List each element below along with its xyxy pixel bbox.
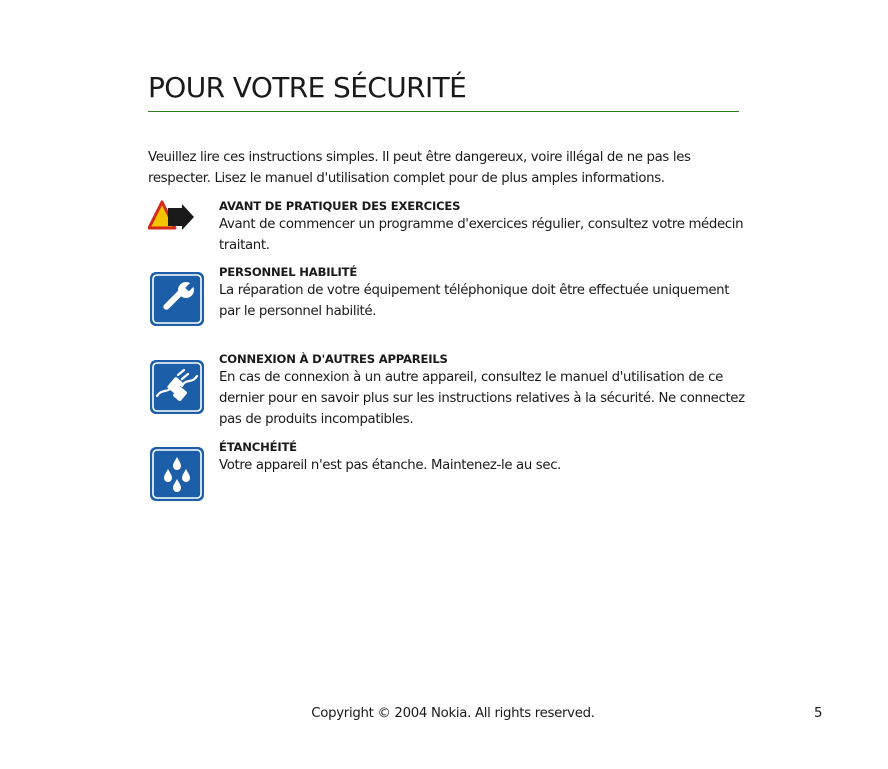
wrench-icon: [148, 270, 206, 332]
item-description: La réparation de votre équipement téléphonique doit être effectuée uniquement par le personnel habilité.: [219, 283, 730, 319]
plug-connection-icon: [148, 358, 206, 420]
item-heading: ÉTANCHÉITÉ: [219, 440, 297, 454]
item-description: Votre appareil n'est pas étanche. Maintenez-le au sec.: [219, 458, 562, 473]
item-heading: AVANT DE PRATIQUER DES EXERCICES: [219, 199, 461, 213]
item-description: Avant de commencer un programme d'exercices régulier, consultez votre médecin traitant.: [219, 217, 744, 253]
water-drops-icon: [148, 445, 206, 507]
page-title: POUR VOTRE SÉCURITÉ: [148, 71, 467, 104]
footer-copyright: Copyright © 2004 Nokia. All rights reserved.: [311, 706, 595, 721]
title-divider: [148, 111, 739, 112]
item-description: En cas de connexion à un autre appareil, consultez le manuel d'utilisation de ce dernier pour en savoir plus sur les instructions relatives à la sécurité. Ne connectez pas de produits incompatibles.: [219, 370, 745, 427]
intro-paragraph: Veuillez lire ces instructions simples. Il peut être dangereux, voire illégal de ne pas les respecter. Lisez le manuel d'utilisation complet pour de plus amples informations.: [148, 150, 691, 186]
warning-arrow-icon: [148, 199, 196, 237]
item-heading: PERSONNEL HABILITÉ: [219, 265, 358, 279]
item-heading: CONNEXION À D'AUTRES APPAREILS: [219, 352, 448, 366]
page-number: 5: [814, 706, 823, 721]
